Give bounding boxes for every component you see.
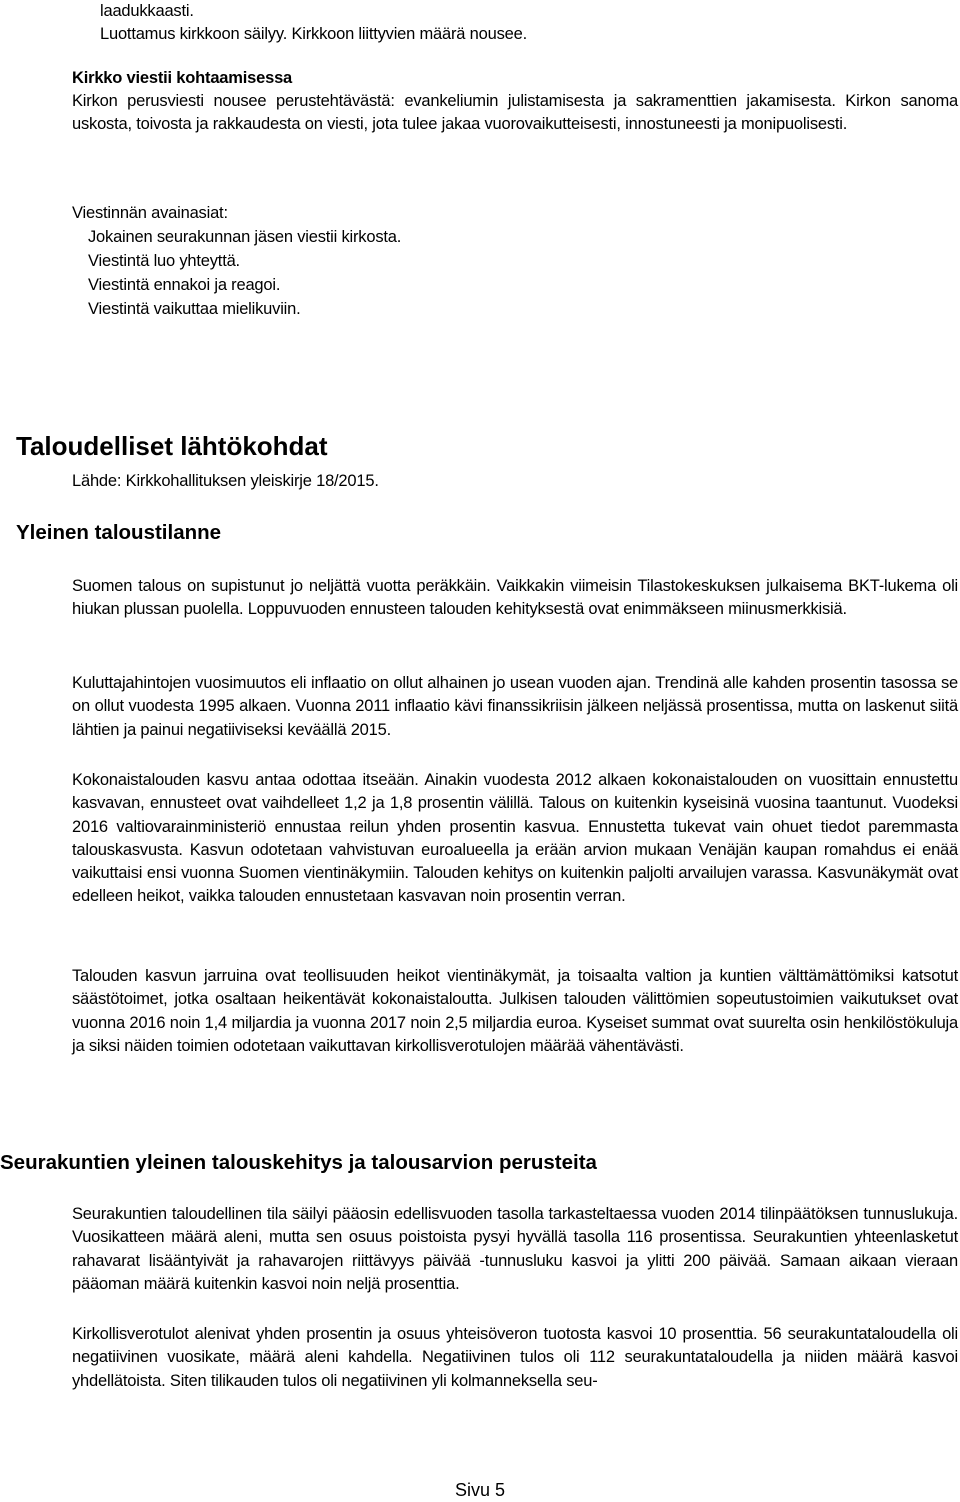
top-line-1: laadukkaasti.	[100, 2, 194, 20]
paragraph-viestii: Kirkon perusviesti nousee perustehtävästä: evankeliumin julistamisesta ja sakramenttien jakamisesta. Kirkon sanoma uskosta, toivosta ja rakkaudesta on viesti, jota tulee jakaa vuorovaikutteisesti, innostuneesti ja monipuolisesti.	[72, 92, 958, 134]
page-number: Sivu 5	[454, 1480, 506, 1500]
list-item: Viestintä luo yhteyttä.	[88, 252, 240, 270]
source-note: Lähde: Kirkkohallituksen yleiskirje 18/2015.	[72, 472, 379, 490]
list-item: Viestintä ennakoi ja reagoi.	[88, 276, 281, 294]
paragraph-seurakuntien-1: Seurakuntien taloudellinen tila säilyi pääosin edellisvuoden tasolla tarkasteltaessa vuoden 2014 tilinpäätöksen tunnuslukuja. Vuosikatteen määrä aleni, mutta sen osuus poistoista pysyi hyvällä tasolla 116 prosentissa. Seurakuntien yhteenlasketut rahavarat lisääntyivät ja rahavarojen riittävyys päivää -tunnusluku kasvoi ja ylitti 200 päivää. Samaan aikaan vieraan pääoman määrä kuitenkin kasvoi noin neljä prosenttia.	[72, 1205, 958, 1293]
paragraph-talous-3: Kokonaistalouden kasvu antaa odottaa itseään. Ainakin vuodesta 2012 alkaen kokonaistalouden on vuosittain ennustettu kasvavan, ennusteet ovat vaihdelleet 1,2 ja 1,8 prosentin välillä. Talous on kuitenkin kyseisinä vuosina taantunut. Vuodeksi 2016 valtiovarainministeriö ennustaa reilun yhden prosentin kasvua. Ennustetta tukevat vain ohuet tiedot paremmasta talouskasvusta. Kasvun odotetaan vahvistuvan euroalueella ja erään arvion mukaan Venäjän kaupan romahdus ei enää vaikuttaisi ensi vuonna Suomen vientinäkymiin. Talouden kehitys on kuitenkin paljolti arvailujen varassa. Kasvunäkymät ovat edelleen heikot, vaikka talouden ennustetaan kasvavan noin prosentin verran.	[72, 771, 958, 906]
heading-seurakuntien: Seurakuntien yleinen talouskehitys ja talousarvion perusteita	[0, 1151, 597, 1174]
section-title-viestii: Kirkko viestii kohtaamisessa	[72, 69, 293, 87]
paragraph-seurakuntien-2: Kirkollisverotulot alenivat yhden prosentin ja osuus yhteisöveron tuotosta kasvoi 10 prosenttia. 56 seurakuntataloudella oli negatiivinen vuosikate, määrä aleni kahdella. Negatiivinen tulos oli 112 seurakuntataloudella ja niiden määrä kasvoi yhdellätoista. Siten tilikauden tulos oli negatiivinen yli kolmanneksella seu-	[72, 1325, 958, 1390]
avainasiat-heading: Viestinnän avainasiat:	[72, 204, 228, 222]
heading-taloudelliset: Taloudelliset lähtökohdat	[16, 431, 328, 461]
paragraph-talous-1: Suomen talous on supistunut jo neljättä vuotta peräkkäin. Vaikkakin viimeisin Tilastokeskuksen julkaisema BKT-lukema oli hiukan plussan puolella. Loppuvuoden ennusteen talouden kehityksestä ovat enimmäkseen miinusmerkkisiä.	[72, 577, 958, 619]
list-item: Viestintä vaikuttaa mielikuviin.	[88, 300, 301, 318]
paragraph-talous-2: Kuluttajahintojen vuosimuutos eli inflaatio on ollut alhainen jo usean vuoden ajan. Trendinä alle kahden prosentin tasossa se on ollut vuodesta 1995 alkaen. Vuonna 2011 inflaatio kävi finanssikriisin jälkeen neljässä prosentissa, mutta on laskenut siitä lähtien ja painui negatiiviseksi keväällä 2015.	[72, 674, 958, 739]
paragraph-talous-4: Talouden kasvun jarruina ovat teollisuuden heikot vientinäkymät, ja toisaalta valtion ja kuntien välttämättömiksi katsotut säästötoimet, jotka osaltaan heikentävät kokonaistaloutta. Julkisen talouden välittömien sopeutustoimien vaikutukset ovat vuonna 2016 noin 1,4 miljardia ja vuonna 2017 noin 2,5 miljardia euroa. Kyseiset summat ovat suurelta osin henkilöstökuluja ja siksi näiden toimien odotetaan vaikuttavan kirkollisverotulojen määrää vähentävästi.	[72, 967, 958, 1055]
heading-yleinen-taloustilanne: Yleinen taloustilanne	[16, 521, 222, 544]
top-line-2: Luottamus kirkkoon säilyy. Kirkkoon liittyvien määrä nousee.	[100, 25, 527, 43]
list-item: Jokainen seurakunnan jäsen viestii kirkosta.	[88, 228, 402, 246]
